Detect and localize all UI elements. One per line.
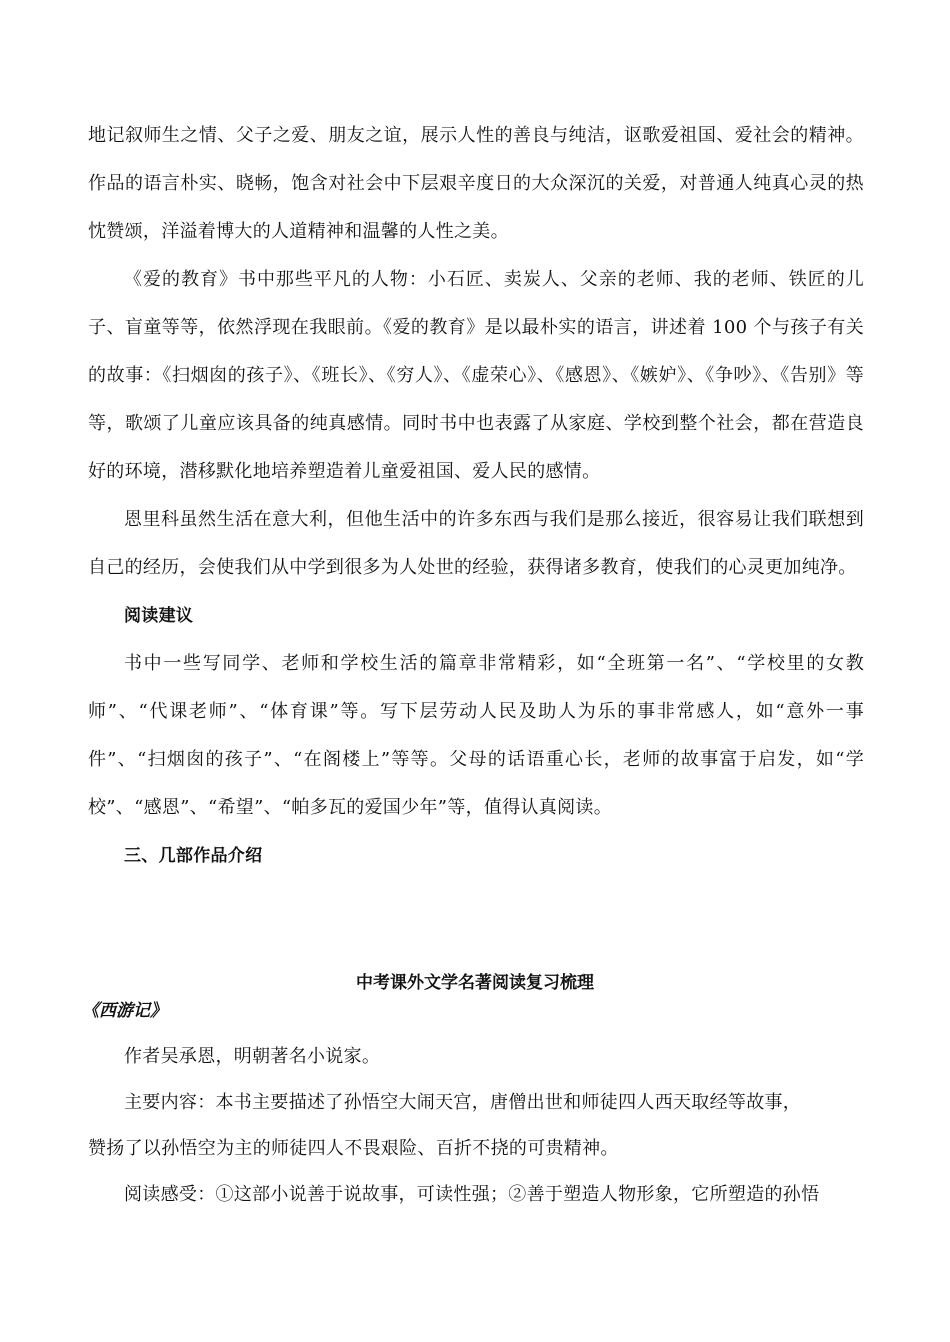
paragraph-enrico: 恩里科虽然生活在意大利，但他生活中的许多东西与我们是那么接近，很容易让我们联想到自己的经历，会使我们从中学到很多为人处世的经验，获得诸多教育，使我们的心灵更加纯净。 xyxy=(88,509,864,578)
book-author: 作者吴承恩，明朝著名小说家。 xyxy=(124,1046,381,1067)
heading-reading-advice: 阅读建议 xyxy=(124,606,194,626)
paragraph-characters-stories: 《爱的教育》书中那些平凡的人物：小石匠、卖炭人、父亲的老师、我的老师、铁匠的儿子、盲童等等，依然浮现在我眼前。《爱的教育》是以最朴实的语言，讲述着 100 个与孩子有关的故事：《扫烟囱的孩子》、《班长》、《穷人》、《虚荣心》、《感恩》、《嫉妒》、《争吵》、《告别》等等，歌颂了儿童应该具备的纯真感情。同时书中也表露了从家庭、学校到整个社会，都在营造良好的环境，潜移默化地培养塑造着儿童爱祖国、爱人民的感情。 xyxy=(88,269,864,482)
book-content-line1: 主要内容：本书主要描述了孙悟空大闹天宫，唐僧出世和师徒四人西天取经等故事， xyxy=(124,1092,802,1113)
book-reading-feeling: 阅读感受：①这部小说善于说故事，可读性强；②善于塑造人物形象，它所塑造的孙悟 xyxy=(124,1184,820,1205)
book-title: 《西游记》 xyxy=(82,1001,167,1021)
book-content-line2: 赞扬了以孙悟空为主的师徒四人不畏艰险、百折不挠的可贵精神。 xyxy=(88,1138,619,1159)
paragraph-reading-advice: 书中一些写同学、老师和学校生活的篇章非常精彩，如“全班第一名”、“学校里的女教师”、“代课老师”、“体育课”等。写下层劳动人民及助人为乐的事非常感人，如“意外一事件”、“扫烟囱的孩子”、“在阁楼上”等等。父母的话语重心长，老师的故事富于启发，如“学校”、“感恩”、“希望”、“帕多瓦的爱国少年”等，值得认真阅读。 xyxy=(88,653,864,818)
paragraph-work-summary: 地记叙师生之情、父子之爱、朋友之谊，展示人性的善良与纯洁，讴歌爱祖国、爱社会的精神。作品的语言朴实、晓畅，饱含对社会中下层艰辛度日的大众深沉的关爱，对普通人纯真心灵的热忱赞颂，洋溢着博大的人道精神和温馨的人性之美。 xyxy=(88,125,864,242)
body-text-block xyxy=(88,112,864,880)
book-info-block xyxy=(88,1034,864,1218)
document-center-title: 中考课外文学名著阅读复习梳理 xyxy=(356,973,594,993)
heading-section-three: 三、几部作品介绍 xyxy=(124,846,263,866)
